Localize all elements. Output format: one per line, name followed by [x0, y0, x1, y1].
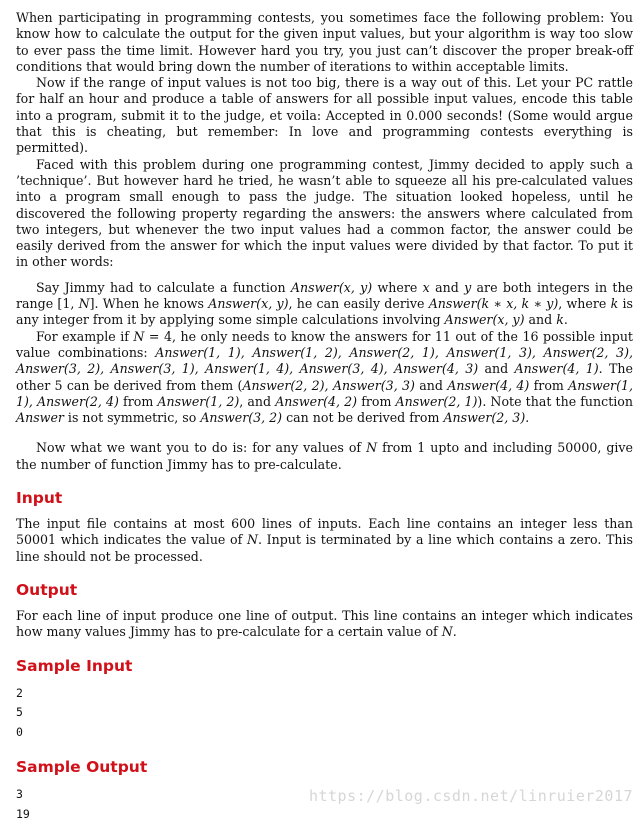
- sample-output-heading: Sample Output: [16, 758, 148, 776]
- input-description: The input file contains at most 600 lines of inputs. Each line contains an integer less than 50001 which indicates the value of N. Input is terminated by a line which contains a zero. This line should not be processed.: [16, 516, 633, 564]
- output-heading: Output: [16, 580, 78, 599]
- intro-paragraph-2: Now if the range of input values is not too big, there is a way out of this. Let your PC rattle for half an hour and produce a table of answers for all possible input values, encode this table into a program, submit it to the judge, et voila: Accepted in 0.000 seconds! (Some would argue that this is cheating, but remember: In love and programming contests everything is permitted).: [16, 75, 633, 156]
- watermark-url: https://blog.csdn.net/linruier2017: [308, 787, 633, 805]
- statement-paragraph-1: Say Jimmy had to calculate a function Answer(x, y) where x and y are both integers in the range [1, N]. When he knows Answer(x, y), he can easily derive Answer(k ∗ x, k ∗ y), where k is any integer from it by applying some simple calculations involving Answer(x, y) and k.: [16, 279, 634, 328]
- problem-statement: [16, 10, 633, 824]
- statement-paragraph-3: Now what we want you to do is: for any values of N from 1 upto and including 50000, give the number of function Jimmy has to pre-calculate.: [16, 440, 633, 472]
- sample-input-block: 2 5 0: [16, 685, 23, 739]
- input-heading: Input: [16, 489, 63, 508]
- sample-output-block: 3 19: [16, 787, 30, 821]
- sample-input-heading: Sample Input: [16, 656, 133, 675]
- intro-paragraph-1: When participating in programming contests, you sometimes face the following problem: You know how to calculate the output for the given input values, but your algorithm is way too slow to ever pass the time limit. However hard you try, you just can’t discover the proper break-off conditions that would bring down the number of iterations to within acceptable limits.: [16, 10, 633, 74]
- output-description: For each line of input produce one line of output. This line contains an integer which indicates how many values Jimmy has to pre-calculate for a certain value of N.: [16, 607, 633, 640]
- intro-paragraph-3: Faced with this problem during one programming contest, Jimmy decided to apply such a ’technique’. But however hard he tried, he wasn’t able to squeeze all his pre-calculated values into a program small enough to pass the judge. The situation looked hopeless, until he discovered the following property regarding the answers: the answers where calculated from two integers, but whenever the two input values had a common factor, the answer could be easily derived from the answer for which the input values were divided by that factor. To put it in other words:: [16, 156, 633, 270]
- statement-paragraph-2: For example if N = 4, he only needs to know the answers for 11 out of the 16 possible input value combinations: Answer(1, 1), Answer(1, 2), Answer(2, 1), Answer(1, 3), Answer(2, 3), Answer(3, 2), Answer(3, 1), Answer(1, 4), Answer(3, 4), Answer(4, 3) and Answer(4, 1). The other 5 can be derived from them (Answer(2, 2), Answer(3, 3) and Answer(4, 4) from Answer(1, 1), Answer(2, 4) from Answer(1, 2), and Answer(4, 2) from Answer(2, 1)). Note that the function Answer is not symmetric, so Answer(3, 2) can not be derived from Answer(2, 3).: [16, 328, 634, 426]
